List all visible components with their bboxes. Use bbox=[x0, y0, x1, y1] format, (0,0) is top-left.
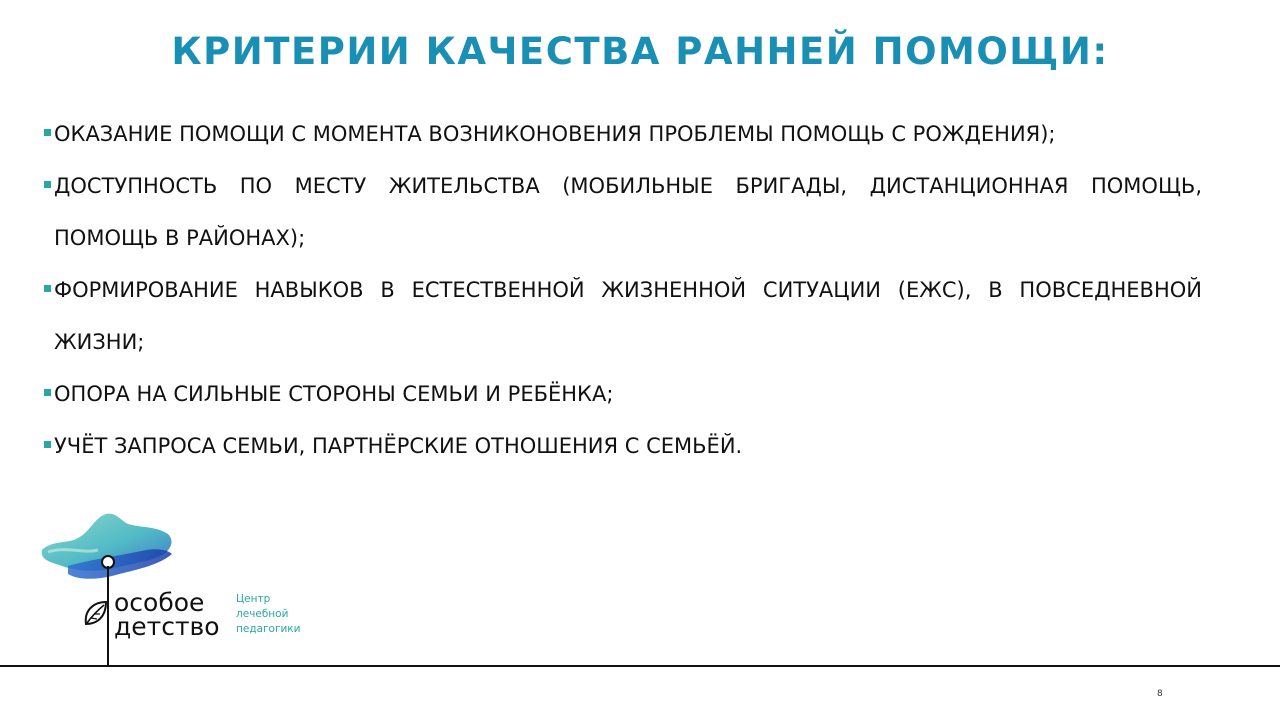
list-item bbox=[44, 108, 1202, 160]
list-item-text: УЧЁТ ЗАПРОСА СЕМЬИ, ПАРТНЁРСКИЕ ОТНОШЕНИЯ С СЕМЬЁЙ. bbox=[54, 434, 743, 458]
square-bullet-icon bbox=[44, 389, 51, 396]
list-item bbox=[44, 160, 1202, 264]
logo-subtitle-line3: педагогики bbox=[236, 623, 301, 635]
page-number: 8 bbox=[1157, 689, 1163, 699]
logo-text-line2: детство bbox=[114, 612, 220, 641]
list-item-text: ДОСТУПНОСТЬ ПО МЕСТУ ЖИТЕЛЬСТВА (МОБИЛЬНЫЕ БРИГАДЫ, ДИСТАНЦИОННАЯ ПОМОЩЬ, ПОМОЩЬ В РАЙОНАХ); bbox=[54, 174, 1202, 250]
list-item-text: ОКАЗАНИЕ ПОМОЩИ С МОМЕНТА ВОЗНИКОНОВЕНИЯ ПРОБЛЕМЫ ПОМОЩЬ С РОЖДЕНИЯ); bbox=[54, 122, 1056, 146]
footer-divider bbox=[0, 665, 1280, 667]
list-item bbox=[44, 264, 1202, 368]
logo-subtitle-line1: Центр bbox=[236, 593, 271, 605]
criteria-list bbox=[44, 108, 1202, 472]
square-bullet-icon bbox=[44, 181, 51, 188]
slide-title: КРИТЕРИИ КАЧЕСТВА РАННЕЙ ПОМОЩИ: bbox=[171, 30, 1109, 73]
square-bullet-icon bbox=[44, 129, 51, 136]
list-item-text: ФОРМИРОВАНИЕ НАВЫКОВ В ЕСТЕСТВЕННОЙ ЖИЗНЕННОЙ СИТУАЦИИ (ЕЖС), В ПОВСЕДНЕВНОЙ ЖИЗНИ; bbox=[54, 278, 1202, 354]
square-bullet-icon bbox=[44, 441, 51, 448]
logo-text-line1: особое bbox=[114, 588, 205, 617]
leaf-icon bbox=[82, 600, 108, 628]
list-item bbox=[44, 368, 1202, 420]
list-item-text: ОПОРА НА СИЛЬНЫЕ СТОРОНЫ СЕМЬИ И РЕБЁНКА; bbox=[54, 382, 614, 406]
logo-subtitle-line2: лечебной bbox=[236, 608, 289, 620]
square-bullet-icon bbox=[44, 285, 51, 292]
list-item bbox=[44, 420, 1202, 472]
